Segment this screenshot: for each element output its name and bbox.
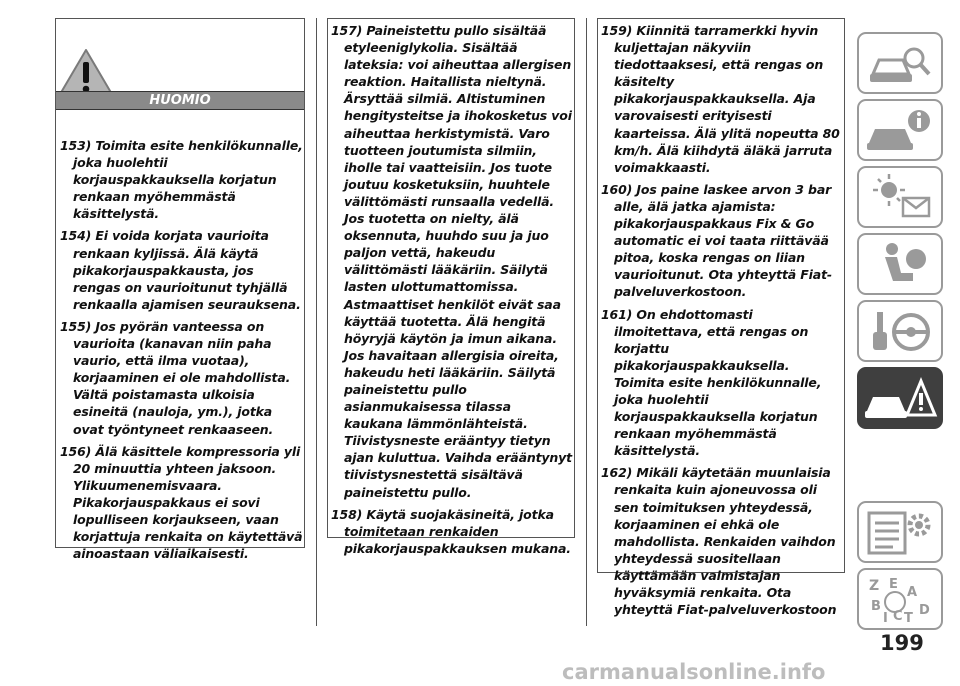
car-breakdown-warning-icon xyxy=(859,369,941,427)
note-160: 160) Jos paine laskee arvon 3 bar alle, älä jatka ajamista: pikakorjauspakkaus Fix & Go automatic ei voi taata riittävää pitoa, koska rengas on liian vaurioitunut. Ota yhteyttä Fiat-palveluverkostoon. xyxy=(601,181,832,300)
warning-lights-message-icon xyxy=(859,168,941,226)
svg-text:B: B xyxy=(871,599,881,614)
seat-airbag-icon xyxy=(859,235,941,293)
note-158: 158) Käytä suojakäsineitä, jotka toimitetaan renkaiden pikakorjauspakkauksen mukana. xyxy=(331,506,571,556)
notes-list-2 xyxy=(331,22,573,562)
notes-list-1 xyxy=(60,137,303,567)
maintenance-checklist-gear-icon xyxy=(859,503,941,561)
tab-safety[interactable] xyxy=(857,233,943,295)
note-155: 155) Jos pyörän vanteessa on vaurioita (kanavan niin paha vaurio, että ilma vuotaa), korjaaminen ei ole mahdollista. Vältä poistamasta ulkoisia esineitä (nauloja, ym.), jotka ovat työntyneet renkaaseen. xyxy=(60,318,291,437)
note-159: 159) Kiinnitä tarramerkki hyvin kuljettajan näkyviin tiedottaaksesi, että rengas on käsitelty pikakorjauspakkauksella. Aja varovaisesti erityisesti kaarteissa. Älä ylitä nopeutta 80 km/h. Älä kiihdytä äläkä jarruta voimakkaasti. xyxy=(601,23,840,175)
page-number: 199 xyxy=(880,631,924,655)
tab-index[interactable] xyxy=(857,568,943,630)
svg-text:C: C xyxy=(893,609,903,624)
svg-text:I: I xyxy=(883,611,888,626)
column-divider-2 xyxy=(586,18,587,626)
note-162: 162) Mikäli käytetään muunlaisia renkaita kuin ajoneuvossa oli sen toimituksen yhteydessä, korjaaminen ei ehkä ole mahdollista. Renkaiden vaihdon yhteydessä suositellaan käyttämään valmistajan hyväksymiä renkaita. Ota yhteyttä Fiat-palveluverkostoon xyxy=(601,465,837,618)
tab-car-info[interactable] xyxy=(857,99,943,161)
svg-text:A: A xyxy=(907,585,918,600)
watermark: carmanualsonline.info xyxy=(562,660,826,684)
tab-maintenance[interactable] xyxy=(857,501,943,563)
tab-warning-lights[interactable] xyxy=(857,166,943,228)
svg-text:E: E xyxy=(889,577,898,592)
svg-text:Z: Z xyxy=(869,578,880,594)
note-161: 161) On ehdottomasti ilmoitettava, että rengas on korjattu pikakorjauspakkauksella. Toimita esite henkilökunnalle, joka huolehtii korjauspakkauksella korjatun renkaan myöhemmästä käsittelystä. xyxy=(601,306,822,459)
tab-dashboard[interactable] xyxy=(857,32,943,94)
tab-starting-driving[interactable] xyxy=(857,300,943,362)
car-dashboard-search-icon xyxy=(859,34,941,92)
note-153: 153) Toimita esite henkilökunnalle, joka huolehtii korjauspakkauksella korjatun renkaan myöhemmästä käsittelystä. xyxy=(60,138,303,222)
note-156: 156) Älä käsittele kompressoria yli 20 minuuttia yhteen jaksoon. Ylikuumenemisvaara. Pikakorjauspakkaus ei sovi lopulliseen korjaukseen, vaan korjattuja renkaita on käytettävä ainoastaan väliaikaisesti. xyxy=(60,443,303,562)
warning-title-bar: HUOMIO xyxy=(56,91,304,110)
car-info-icon xyxy=(859,101,941,159)
column-divider-1 xyxy=(316,18,317,626)
svg-text:D: D xyxy=(919,603,930,618)
note-154: 154) Ei voida korjata vaurioita renkaan kyljissä. Älä käytä pikakorjauspakkausta, jos rengas on vaurioitunut tyhjällä renkaalla ajamisen seurauksena. xyxy=(60,228,301,312)
key-steering-wheel-icon xyxy=(859,302,941,360)
note-157: 157) Paineistettu pullo sisältää etyleeniglykolia. Sisältää lateksia: voi aiheuttaa allergisen reaktion. Haitallista nieltynä. Ärsyttää silmiä. Altistuminen hengitysteitse ja ihokosketus voi aiheuttaa herkistymistä. Varo tuotteen joutumista silmiin, iholle tai vaatteisiin. Jos tuote joutuu kosketuksiin, huuhtele välittömästi runsaalla vedellä. Jos tuotetta on nielty, älä oksennuta, huuhdo suu ja juo paljon vettä, hakeudu välittömästi lääkäriin. Säilytä lasten ulottumattomissa. Astmaattiset henkilöt eivät saa käyttää tuotetta. Älä hengitä höyryjä käytön ja imun aikana. Jos havaitaan allergisia oireita, hakeudu heti lääkäriin. Säilytä paineistettu pullo asianmukaisessa tilassa kaukana lämmönlähteistä. Tiivistysneste erääntyy tietyn ajan kuluttua. Vaihda erääntynyt tiivistysnestettä sisältävä paineistettu pullo. xyxy=(331,23,573,500)
svg-text:T: T xyxy=(904,611,913,626)
alphabetical-index-icon xyxy=(859,570,941,628)
notes-list-3 xyxy=(601,22,844,623)
tab-emergency[interactable] xyxy=(857,367,943,429)
